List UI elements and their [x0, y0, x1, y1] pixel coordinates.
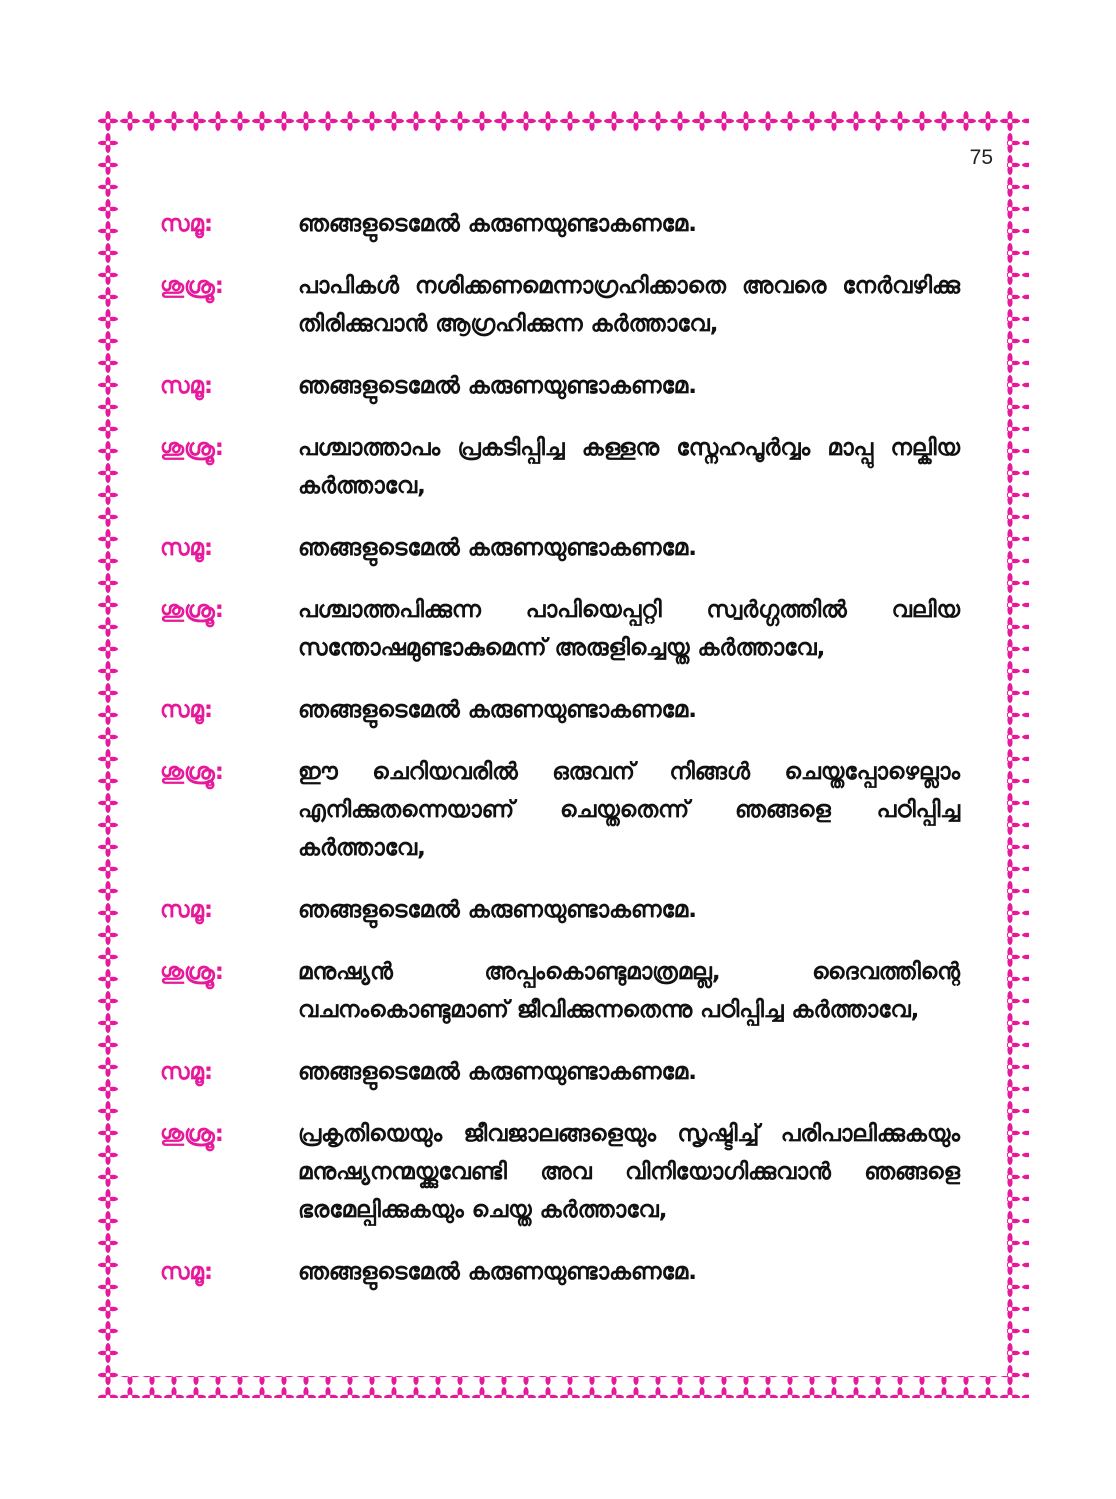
litany-entry	[160, 1253, 960, 1291]
litany-entry	[160, 891, 960, 929]
page-number: 75	[969, 146, 993, 169]
litany-entry	[160, 429, 960, 505]
litany-entry	[160, 1115, 960, 1229]
speaker-label: ശുശ്രൂ:	[160, 759, 224, 785]
speaker-label: ശുശ്രൂ:	[160, 1121, 224, 1147]
litany-entry	[160, 529, 960, 567]
litany-line: പശ്ചാത്താപം പ്രകടിപ്പിച്ച കള്ളനു സ്നേഹപൂർവ്വം മാപ്പു നല്കിയ കർത്താവേ,	[298, 435, 960, 499]
speaker-label: സമൂ:	[160, 697, 214, 723]
litany-line: ഞങ്ങളുടെമേൽ കരുണയുണ്ടാകണമേ.	[298, 1259, 697, 1285]
litany-line: ഞങ്ങളുടെമേൽ കരുണയുണ്ടാകണമേ.	[298, 697, 697, 723]
litany-line: ഞങ്ങളുടെമേൽ കരുണയുണ്ടാകണമേ.	[298, 373, 697, 399]
speaker-label: സമൂ:	[160, 211, 214, 237]
litany-entry	[160, 267, 960, 343]
litany-line: പ്രകൃതിയെയും ജീവജാലങ്ങളെയും സൃഷ്ടിച്ച് പരിപാലിക്കുകയും മനുഷ്യനന്മയ്ക്കുവേണ്ടി അവ വിനിയോഗിക്കുവാൻ ഞങ്ങളെ ഭരമേല്പിക്കുകയും ചെയ്ത കർത്താവേ,	[298, 1121, 960, 1223]
speaker-label: ശുശ്രൂ:	[160, 435, 224, 461]
speaker-label: സമൂ:	[160, 535, 214, 561]
speaker-label: സമൂ:	[160, 373, 214, 399]
speaker-label: സമൂ:	[160, 1059, 214, 1085]
speaker-label: സമൂ:	[160, 1259, 214, 1285]
litany-entry	[160, 691, 960, 729]
litany-line: ഞങ്ങളുടെമേൽ കരുണയുണ്ടാകണമേ.	[298, 535, 697, 561]
litany-line: ഞങ്ങളുടെമേൽ കരുണയുണ്ടാകണമേ.	[298, 897, 697, 923]
litany-entry	[160, 367, 960, 405]
litany-entry	[160, 205, 960, 243]
litany-text	[160, 205, 960, 1315]
speaker-label: ശുശ്രൂ:	[160, 273, 224, 299]
litany-entry	[160, 953, 960, 1029]
litany-line: പാപികൾ നശിക്കണമെന്നാഗ്രഹിക്കാതെ അവരെ നേർവഴിക്കു തിരിക്കുവാൻ ആഗ്രഹിക്കുന്ന കർത്താവേ,	[298, 273, 960, 337]
litany-line: പശ്ചാത്തപിക്കുന്ന പാപിയെപ്പറ്റി സ്വർഗ്ഗത്തിൽ വലിയ സന്തോഷമുണ്ടാകുമെന്ന് അരുളിച്ചെയ്ത കർത്താവേ,	[298, 597, 960, 661]
speaker-label: ശുശ്രൂ:	[160, 597, 224, 623]
litany-entry	[160, 591, 960, 667]
litany-line: ഞങ്ങളുടെമേൽ കരുണയുണ്ടാകണമേ.	[298, 211, 697, 237]
litany-entry	[160, 753, 960, 867]
litany-entry	[160, 1053, 960, 1091]
litany-line: മനുഷ്യൻ അപ്പംകൊണ്ടുമാത്രമല്ല, ദൈവത്തിന്റെ വചനംകൊണ്ടുമാണ് ജീവിക്കുന്നതെന്നു പഠിപ്പിച്ച കർത്താവേ,	[298, 959, 960, 1023]
litany-line: ഞങ്ങളുടെമേൽ കരുണയുണ്ടാകണമേ.	[298, 1059, 697, 1085]
litany-line: ഈ ചെറിയവരിൽ ഒരുവന് നിങ്ങൾ ചെയ്തപ്പോഴെല്ലാം എനിക്കുതന്നെയാണ് ചെയ്തതെന്ന് ഞങ്ങളെ പഠിപ്പിച്ച കർത്താവേ,	[298, 759, 960, 861]
speaker-label: ശുശ്രൂ:	[160, 959, 224, 985]
speaker-label: സമൂ:	[160, 897, 214, 923]
